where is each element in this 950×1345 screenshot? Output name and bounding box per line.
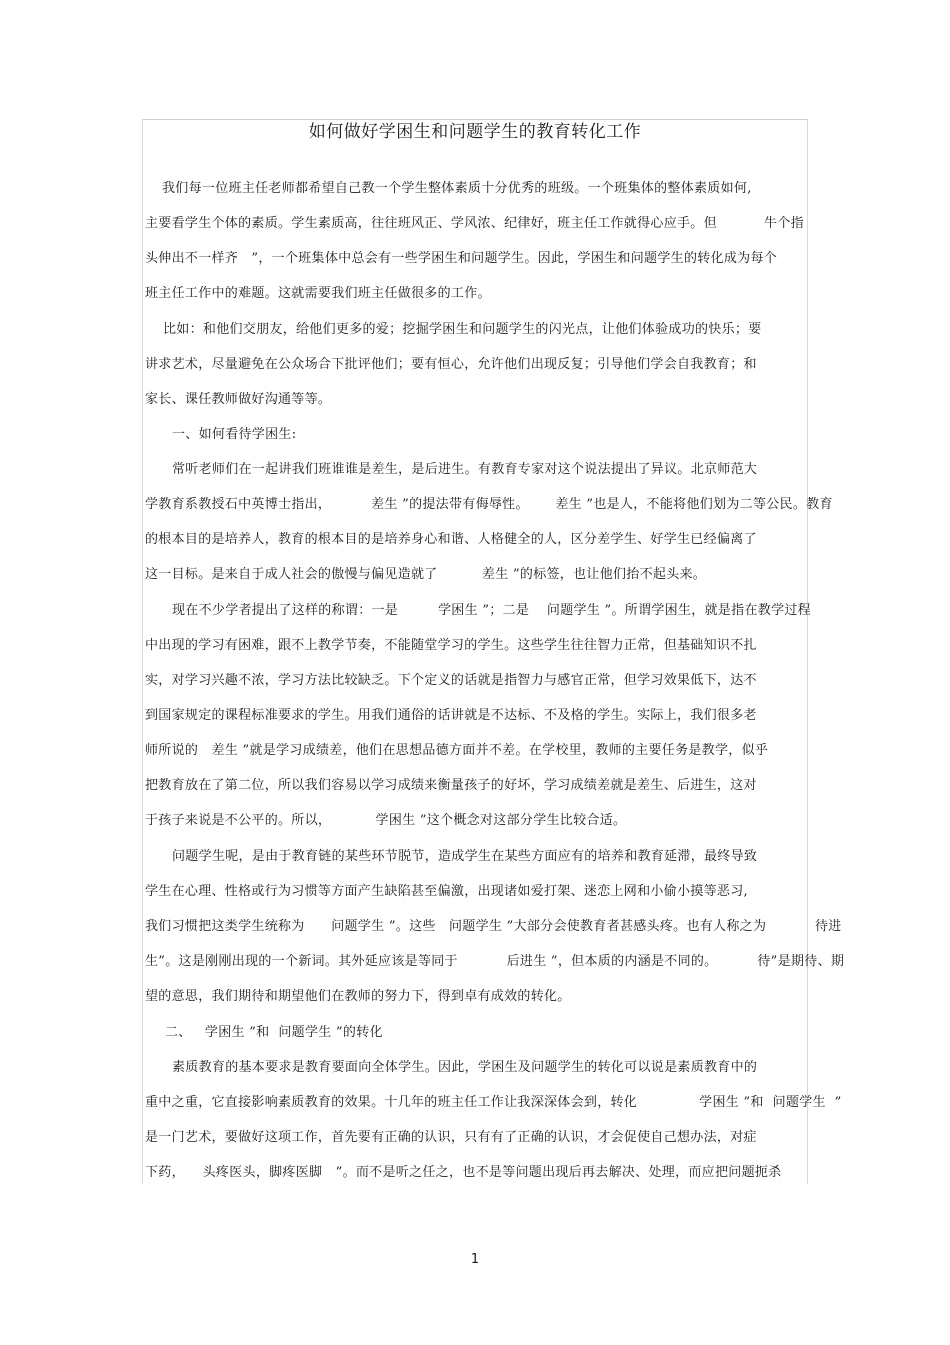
paragraph-line-1: 我们每一位班主任老师都希望自己教一个学生整体素质十分优秀的班级。一个班集体的整体素质如何,	[162, 181, 752, 196]
paragraph-line-3: 头伸出不一样齐 ”，一个班集体中总会有一些学困生和问题学生。因此，学困生和问题学生的转化成为每个	[145, 251, 778, 266]
paragraph-line-24: 望的意思，我们期待和期望他们在教师的努力下，得到卓有成效的转化。	[145, 989, 571, 1004]
paragraph-line-20: 问题学生呢，是由于教育链的某些环节脱节，造成学生在某些方面应有的培养和教育延滞，最终导致	[172, 849, 758, 864]
paragraph-line-14: 中出现的学习有困难，跟不上教学节奏，不能随堂学习的学生。这些学生往往智力正常，但基础知识不扎	[145, 638, 757, 653]
paragraph-line-7: 家长、课任教师做好沟通等等。	[145, 392, 332, 407]
paragraph-line-29: 下药， 头疼医头，脚疼医脚 ”。而不是听之任之，也不是等问题出现后再去解决、处理，而应把问题扼杀	[145, 1165, 782, 1180]
paragraph-line-6: 讲求艺术，尽量避免在公众场合下批评他们；要有恒心，允许他们出现反复；引导他们学会自我教育；和	[145, 357, 757, 372]
paragraph-line-12: 这一目标。是来自于成人社会的傲慢与偏见造就了 差生 ”的标签，也让他们抬不起头来。	[145, 567, 707, 582]
paragraph-line-28: 是一门艺术，要做好这项工作，首先要有正确的认识，只有有了正确的认识，才会促使自己想办法，对症	[145, 1130, 757, 1145]
paragraph-line-27: 重中之重，它直接影响素质教育的效果。十几年的班主任工作让我深深体会到，转化 学困生 ”和 问题学生 ”	[145, 1095, 842, 1110]
paragraph-line-22: 我们习惯把这类学生统称为 问题学生 ”。这些 问题学生 ”大部分会使教育者甚感头疼。也有人称之为 待进	[145, 919, 842, 934]
page-number: 1	[470, 1252, 480, 1267]
paragraph-line-17: 师所说的 差生 ”就是学习成绩差，他们在思想品德方面并不差。在学校里，教师的主要任务是教学，似乎	[145, 743, 769, 758]
paragraph-line-15: 实，对学习兴趣不浓，学习方法比较缺乏。下个定义的话就是指智力与感官正常，但学习效果低下，达不	[145, 673, 757, 688]
paragraph-line-16: 到国家规定的课程标准要求的学生。用我们通俗的话讲就是不达标、不及格的学生。实际上，我们很多老	[145, 708, 757, 723]
paragraph-line-2: 主要看学生个体的素质。学生素质高，往往班风正、学风浓、纪律好，班主任工作就得心应手。但	[145, 216, 717, 231]
paragraph-line-11: 的根本目的是培养人，教育的根本目的是培养身心和谐、人格健全的人，区分差学生、好学生已经偏离了	[145, 532, 757, 547]
paragraph-line-4: 班主任工作中的难题。这就需要我们班主任做很多的工作。	[145, 286, 491, 301]
paragraph-line-26: 素质教育的基本要求是教育要面向全体学生。因此，学困生及问题学生的转化可以说是素质教育中的	[172, 1060, 758, 1075]
document-title: 如何做好学困生和问题学生的教育转化工作	[308, 122, 642, 142]
section-heading-2: 二、 学困生 ”和 问题学生 ”的转化	[165, 1025, 383, 1040]
paragraph-line-2b: 牛个指	[764, 216, 804, 231]
paragraph-line-19: 于孩子来说是不公平的。所以， 学困生 ”这个概念对这部分学生比较合适。	[145, 813, 627, 828]
section-heading-1: 一、如何看待学困生:	[172, 427, 297, 442]
paragraph-line-9: 常听老师们在一起讲我们班谁谁是差生，是后进生。有教育专家对这个说法提出了异议。北京师范大	[172, 462, 758, 477]
paragraph-line-5: 比如：和他们交朋友，给他们更多的爱；挖掘学困生和问题学生的闪光点，让他们体验成功的快乐；要	[163, 322, 762, 337]
paragraph-line-10: 学教育系教授石中英博士指出， 差生 ”的提法带有侮辱性。 差生 ”也是人，不能将他们划为二等公民。教育	[145, 497, 833, 512]
paragraph-line-18: 把教育放在了第二位，所以我们容易以学习成绩来衡量孩子的好坏，学习成绩差就是差生、后进生，这对	[145, 778, 757, 793]
paragraph-line-13: 现在不少学者提出了这样的称谓：一是 学困生 ”；二是 问题学生 ”。所谓学困生，就是指在教学过程	[172, 603, 811, 618]
paragraph-line-23: 生”。这是刚刚出现的一个新词。其外延应该是等同于 后进生 ”，但本质的内涵是不同的。 待”是期待、期	[145, 954, 845, 969]
paragraph-line-21: 学生在心理、性格或行为习惯等方面产生缺陷甚至偏激，出现诸如爱打架、迷恋上网和小偷小摸等恶习,	[145, 884, 748, 899]
